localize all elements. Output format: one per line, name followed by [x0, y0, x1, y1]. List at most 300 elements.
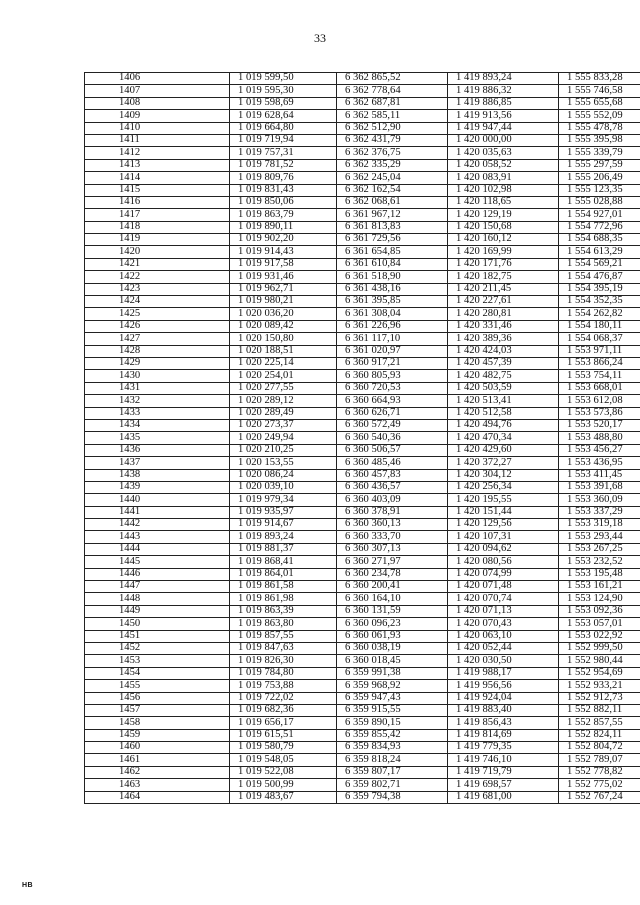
point-number-cell: 1423	[85, 283, 230, 295]
point-number-cell: 1411	[85, 134, 230, 146]
footer-mark: HB	[22, 882, 34, 889]
table-row	[85, 122, 640, 134]
coord-x2-cell: 1 420 211,45	[448, 283, 559, 295]
point-number-cell: 1425	[85, 308, 230, 320]
point-number-cell: 1422	[85, 271, 230, 283]
coord-x1-cell: 1 019 980,21	[230, 296, 337, 308]
coord-y1-cell: 6 359 968,92	[337, 680, 448, 692]
coord-y2-cell: 1 553 668,01	[559, 382, 640, 394]
point-number-cell: 1410	[85, 122, 230, 134]
coord-y2-cell: 1 552 933,21	[559, 680, 640, 692]
coord-x2-cell: 1 420 058,52	[448, 159, 559, 171]
coord-x2-cell: 1 419 893,24	[448, 73, 559, 85]
table-row	[85, 246, 640, 258]
coord-y2-cell: 1 553 161,21	[559, 581, 640, 593]
coord-x1-cell: 1 019 863,79	[230, 209, 337, 221]
table-row	[85, 754, 640, 766]
coord-y1-cell: 6 360 403,09	[337, 494, 448, 506]
coord-y1-cell: 6 360 018,45	[337, 655, 448, 667]
coord-y2-cell: 1 552 824,11	[559, 729, 640, 741]
point-number-cell: 1463	[85, 779, 230, 791]
coord-x2-cell: 1 420 070,74	[448, 593, 559, 605]
table-row	[85, 779, 640, 791]
point-number-cell: 1431	[85, 382, 230, 394]
coord-x2-cell: 1 420 107,31	[448, 531, 559, 543]
point-number-cell: 1454	[85, 667, 230, 679]
coord-y2-cell: 1 554 927,01	[559, 209, 640, 221]
table-row	[85, 271, 640, 283]
coord-x1-cell: 1 020 289,49	[230, 407, 337, 419]
coord-y2-cell: 1 553 411,45	[559, 469, 640, 481]
point-number-cell: 1407	[85, 85, 230, 97]
coord-y2-cell: 1 555 297,59	[559, 159, 640, 171]
coord-y2-cell: 1 552 857,55	[559, 717, 640, 729]
coord-x1-cell: 1 019 935,97	[230, 506, 337, 518]
coord-y1-cell: 6 362 068,61	[337, 196, 448, 208]
coord-x1-cell: 1 019 664,80	[230, 122, 337, 134]
coord-x1-cell: 1 019 598,69	[230, 97, 337, 109]
coord-y1-cell: 6 359 834,93	[337, 742, 448, 754]
coord-x1-cell: 1 020 039,10	[230, 481, 337, 493]
coord-y1-cell: 6 362 431,79	[337, 134, 448, 146]
coord-x2-cell: 1 420 227,61	[448, 296, 559, 308]
table-row	[85, 110, 640, 122]
coord-y1-cell: 6 360 131,59	[337, 605, 448, 617]
table-row	[85, 296, 640, 308]
table-row	[85, 618, 640, 630]
coord-y2-cell: 1 554 569,21	[559, 258, 640, 270]
coord-x2-cell: 1 419 924,04	[448, 692, 559, 704]
point-number-cell: 1414	[85, 172, 230, 184]
coord-x1-cell: 1 019 890,11	[230, 221, 337, 233]
coord-y1-cell: 6 360 360,13	[337, 519, 448, 531]
point-number-cell: 1460	[85, 742, 230, 754]
coord-y1-cell: 6 362 687,81	[337, 97, 448, 109]
coord-y1-cell: 6 361 117,10	[337, 333, 448, 345]
coord-x1-cell: 1 020 289,12	[230, 395, 337, 407]
coord-y2-cell: 1 555 028,88	[559, 196, 640, 208]
coord-x2-cell: 1 419 913,56	[448, 110, 559, 122]
coord-y2-cell: 1 553 360,09	[559, 494, 640, 506]
coord-x1-cell: 1 019 781,52	[230, 159, 337, 171]
table-row	[85, 172, 640, 184]
point-number-cell: 1441	[85, 506, 230, 518]
coord-x1-cell: 1 019 580,79	[230, 742, 337, 754]
coord-x1-cell: 1 020 036,20	[230, 308, 337, 320]
table-row	[85, 605, 640, 617]
coord-x1-cell: 1 020 277,55	[230, 382, 337, 394]
table-row	[85, 766, 640, 778]
table-row	[85, 320, 640, 332]
coord-x2-cell: 1 420 063,10	[448, 630, 559, 642]
coord-x2-cell: 1 420 494,76	[448, 419, 559, 431]
coord-x1-cell: 1 019 893,24	[230, 531, 337, 543]
table-row	[85, 704, 640, 716]
table-row	[85, 506, 640, 518]
table-row	[85, 481, 640, 493]
coord-x1-cell: 1 019 682,36	[230, 704, 337, 716]
coord-y1-cell: 6 360 061,93	[337, 630, 448, 642]
coord-y1-cell: 6 359 855,42	[337, 729, 448, 741]
coord-y2-cell: 1 555 478,78	[559, 122, 640, 134]
coord-x1-cell: 1 019 917,58	[230, 258, 337, 270]
point-number-cell: 1428	[85, 345, 230, 357]
coord-y2-cell: 1 555 206,49	[559, 172, 640, 184]
table-row	[85, 134, 640, 146]
point-number-cell: 1442	[85, 519, 230, 531]
coord-y1-cell: 6 360 333,70	[337, 531, 448, 543]
coord-y1-cell: 6 362 585,11	[337, 110, 448, 122]
coord-y1-cell: 6 360 540,36	[337, 432, 448, 444]
coordinates-table-body	[85, 73, 640, 804]
coord-x2-cell: 1 419 883,40	[448, 704, 559, 716]
point-number-cell: 1427	[85, 333, 230, 345]
coord-x1-cell: 1 020 086,24	[230, 469, 337, 481]
point-number-cell: 1419	[85, 234, 230, 246]
table-row	[85, 531, 640, 543]
table-row	[85, 457, 640, 469]
coord-x2-cell: 1 420 083,91	[448, 172, 559, 184]
coord-y2-cell: 1 554 352,35	[559, 296, 640, 308]
point-number-cell: 1450	[85, 618, 230, 630]
coord-y2-cell: 1 552 775,02	[559, 779, 640, 791]
coord-y2-cell: 1 553 866,24	[559, 357, 640, 369]
point-number-cell: 1456	[85, 692, 230, 704]
coord-x1-cell: 1 019 784,80	[230, 667, 337, 679]
table-row	[85, 283, 640, 295]
coord-x2-cell: 1 420 429,60	[448, 444, 559, 456]
coord-x2-cell: 1 420 118,65	[448, 196, 559, 208]
point-number-cell: 1406	[85, 73, 230, 85]
coord-y2-cell: 1 554 613,29	[559, 246, 640, 258]
table-row	[85, 159, 640, 171]
coord-x1-cell: 1 019 861,58	[230, 581, 337, 593]
coord-y1-cell: 6 359 915,55	[337, 704, 448, 716]
coord-x1-cell: 1 019 522,08	[230, 766, 337, 778]
coord-y1-cell: 6 360 436,57	[337, 481, 448, 493]
coord-x1-cell: 1 019 483,67	[230, 791, 337, 803]
coord-y2-cell: 1 554 180,11	[559, 320, 640, 332]
coord-y2-cell: 1 553 319,18	[559, 519, 640, 531]
point-number-cell: 1452	[85, 642, 230, 654]
coord-x1-cell: 1 019 831,43	[230, 184, 337, 196]
coord-x1-cell: 1 019 864,01	[230, 568, 337, 580]
coord-x2-cell: 1 420 071,13	[448, 605, 559, 617]
coord-x1-cell: 1 019 757,31	[230, 147, 337, 159]
point-number-cell: 1457	[85, 704, 230, 716]
point-number-cell: 1408	[85, 97, 230, 109]
coord-x1-cell: 1 019 868,41	[230, 556, 337, 568]
coord-x1-cell: 1 020 150,80	[230, 333, 337, 345]
coord-y2-cell: 1 554 068,37	[559, 333, 640, 345]
point-number-cell: 1458	[85, 717, 230, 729]
coord-y1-cell: 6 359 807,17	[337, 766, 448, 778]
coord-y1-cell: 6 359 802,71	[337, 779, 448, 791]
coord-x1-cell: 1 019 595,30	[230, 85, 337, 97]
coord-y1-cell: 6 361 226,96	[337, 320, 448, 332]
coord-y2-cell: 1 552 767,24	[559, 791, 640, 803]
coord-y1-cell: 6 359 947,43	[337, 692, 448, 704]
coord-x2-cell: 1 420 160,12	[448, 234, 559, 246]
coord-y2-cell: 1 555 123,35	[559, 184, 640, 196]
table-row	[85, 333, 640, 345]
coord-x2-cell: 1 419 947,44	[448, 122, 559, 134]
coord-x1-cell: 1 019 979,34	[230, 494, 337, 506]
coord-y2-cell: 1 553 057,01	[559, 618, 640, 630]
coord-y2-cell: 1 553 488,80	[559, 432, 640, 444]
coord-x1-cell: 1 019 500,99	[230, 779, 337, 791]
coord-x2-cell: 1 420 195,55	[448, 494, 559, 506]
coord-y1-cell: 6 361 729,56	[337, 234, 448, 246]
coord-x1-cell: 1 019 656,17	[230, 717, 337, 729]
coord-x1-cell: 1 020 273,37	[230, 419, 337, 431]
table-row	[85, 593, 640, 605]
coord-y1-cell: 6 362 335,29	[337, 159, 448, 171]
point-number-cell: 1440	[85, 494, 230, 506]
coord-y1-cell: 6 360 572,49	[337, 419, 448, 431]
coord-y1-cell: 6 361 967,12	[337, 209, 448, 221]
coord-y2-cell: 1 555 395,98	[559, 134, 640, 146]
coord-y2-cell: 1 552 999,50	[559, 642, 640, 654]
coord-x1-cell: 1 019 628,64	[230, 110, 337, 122]
point-number-cell: 1435	[85, 432, 230, 444]
table-row	[85, 184, 640, 196]
table-row	[85, 667, 640, 679]
coord-x1-cell: 1 019 548,05	[230, 754, 337, 766]
point-number-cell: 1459	[85, 729, 230, 741]
coord-y2-cell: 1 552 954,69	[559, 667, 640, 679]
coord-y2-cell: 1 555 339,79	[559, 147, 640, 159]
coord-x2-cell: 1 419 886,32	[448, 85, 559, 97]
page-number: 33	[314, 31, 326, 45]
coord-x1-cell: 1 020 254,01	[230, 370, 337, 382]
coord-y1-cell: 6 360 378,91	[337, 506, 448, 518]
coord-y1-cell: 6 360 038,19	[337, 642, 448, 654]
coord-y1-cell: 6 360 457,83	[337, 469, 448, 481]
coord-y2-cell: 1 552 789,07	[559, 754, 640, 766]
coord-y1-cell: 6 362 162,54	[337, 184, 448, 196]
coord-y1-cell: 6 362 245,04	[337, 172, 448, 184]
point-number-cell: 1447	[85, 581, 230, 593]
coord-x1-cell: 1 019 857,55	[230, 630, 337, 642]
coord-x1-cell: 1 019 861,98	[230, 593, 337, 605]
coord-x2-cell: 1 420 482,75	[448, 370, 559, 382]
coord-x2-cell: 1 419 698,57	[448, 779, 559, 791]
point-number-cell: 1412	[85, 147, 230, 159]
coordinates-table-container	[84, 72, 623, 804]
table-row	[85, 196, 640, 208]
point-number-cell: 1439	[85, 481, 230, 493]
point-number-cell: 1418	[85, 221, 230, 233]
coord-x2-cell: 1 420 102,98	[448, 184, 559, 196]
point-number-cell: 1455	[85, 680, 230, 692]
coord-x1-cell: 1 019 826,30	[230, 655, 337, 667]
table-row	[85, 494, 640, 506]
coord-y1-cell: 6 360 164,10	[337, 593, 448, 605]
coord-y2-cell: 1 555 655,68	[559, 97, 640, 109]
coord-y2-cell: 1 553 612,08	[559, 395, 640, 407]
coord-x1-cell: 1 020 249,94	[230, 432, 337, 444]
point-number-cell: 1446	[85, 568, 230, 580]
coord-x2-cell: 1 420 171,76	[448, 258, 559, 270]
coord-y1-cell: 6 362 376,75	[337, 147, 448, 159]
coord-x2-cell: 1 419 746,10	[448, 754, 559, 766]
coord-y1-cell: 6 359 794,38	[337, 791, 448, 803]
coord-y1-cell: 6 362 512,90	[337, 122, 448, 134]
point-number-cell: 1429	[85, 357, 230, 369]
table-row	[85, 655, 640, 667]
point-number-cell: 1421	[85, 258, 230, 270]
coord-y1-cell: 6 360 200,41	[337, 581, 448, 593]
table-row	[85, 568, 640, 580]
coord-y1-cell: 6 360 664,93	[337, 395, 448, 407]
coord-y2-cell: 1 552 882,11	[559, 704, 640, 716]
coord-x2-cell: 1 419 681,00	[448, 791, 559, 803]
coord-x1-cell: 1 020 210,25	[230, 444, 337, 456]
table-row	[85, 791, 640, 803]
point-number-cell: 1424	[85, 296, 230, 308]
coord-y2-cell: 1 553 391,68	[559, 481, 640, 493]
table-row	[85, 419, 640, 431]
table-row	[85, 209, 640, 221]
table-row	[85, 556, 640, 568]
table-row	[85, 382, 640, 394]
table-row	[85, 85, 640, 97]
coord-x2-cell: 1 420 182,75	[448, 271, 559, 283]
coord-x2-cell: 1 420 470,34	[448, 432, 559, 444]
coord-y1-cell: 6 360 485,46	[337, 457, 448, 469]
table-row	[85, 407, 640, 419]
coord-y2-cell: 1 553 267,25	[559, 543, 640, 555]
coord-y2-cell: 1 555 746,58	[559, 85, 640, 97]
table-row	[85, 357, 640, 369]
coord-y1-cell: 6 360 271,97	[337, 556, 448, 568]
coord-x1-cell: 1 019 863,80	[230, 618, 337, 630]
coord-x2-cell: 1 420 035,63	[448, 147, 559, 159]
table-row	[85, 345, 640, 357]
table-row	[85, 581, 640, 593]
point-number-cell: 1426	[85, 320, 230, 332]
table-row	[85, 73, 640, 85]
point-number-cell: 1409	[85, 110, 230, 122]
coord-y1-cell: 6 361 020,97	[337, 345, 448, 357]
point-number-cell: 1438	[85, 469, 230, 481]
coord-y2-cell: 1 553 456,27	[559, 444, 640, 456]
table-row	[85, 742, 640, 754]
coord-y2-cell: 1 552 980,44	[559, 655, 640, 667]
coord-y1-cell: 6 360 720,53	[337, 382, 448, 394]
coord-x2-cell: 1 419 956,56	[448, 680, 559, 692]
table-row	[85, 692, 640, 704]
coord-x1-cell: 1 019 914,43	[230, 246, 337, 258]
point-number-cell: 1420	[85, 246, 230, 258]
coord-y2-cell: 1 554 262,82	[559, 308, 640, 320]
point-number-cell: 1430	[85, 370, 230, 382]
coord-x2-cell: 1 420 513,41	[448, 395, 559, 407]
coord-y2-cell: 1 553 022,92	[559, 630, 640, 642]
point-number-cell: 1417	[85, 209, 230, 221]
coord-x1-cell: 1 019 809,76	[230, 172, 337, 184]
point-number-cell: 1416	[85, 196, 230, 208]
point-number-cell: 1464	[85, 791, 230, 803]
table-row	[85, 519, 640, 531]
coord-x2-cell: 1 420 071,48	[448, 581, 559, 593]
coord-x2-cell: 1 420 512,58	[448, 407, 559, 419]
coord-y2-cell: 1 553 195,48	[559, 568, 640, 580]
coord-x2-cell: 1 420 372,27	[448, 457, 559, 469]
coord-y1-cell: 6 361 518,90	[337, 271, 448, 283]
coord-y1-cell: 6 360 805,93	[337, 370, 448, 382]
point-number-cell: 1432	[85, 395, 230, 407]
coord-x2-cell: 1 420 074,99	[448, 568, 559, 580]
table-row	[85, 258, 640, 270]
coord-y1-cell: 6 360 506,57	[337, 444, 448, 456]
coord-x1-cell: 1 019 719,94	[230, 134, 337, 146]
coord-x1-cell: 1 019 847,63	[230, 642, 337, 654]
coord-y2-cell: 1 553 293,44	[559, 531, 640, 543]
point-number-cell: 1444	[85, 543, 230, 555]
table-row	[85, 308, 640, 320]
coord-x2-cell: 1 420 000,00	[448, 134, 559, 146]
coord-x2-cell: 1 419 886,85	[448, 97, 559, 109]
coord-x1-cell: 1 019 599,50	[230, 73, 337, 85]
coord-x1-cell: 1 019 850,06	[230, 196, 337, 208]
point-number-cell: 1434	[85, 419, 230, 431]
coord-x2-cell: 1 420 129,19	[448, 209, 559, 221]
table-row	[85, 729, 640, 741]
point-number-cell: 1451	[85, 630, 230, 642]
point-number-cell: 1445	[85, 556, 230, 568]
coord-y2-cell: 1 554 476,87	[559, 271, 640, 283]
point-number-cell: 1462	[85, 766, 230, 778]
coord-x2-cell: 1 420 150,68	[448, 221, 559, 233]
coord-x2-cell: 1 419 779,35	[448, 742, 559, 754]
coord-x1-cell: 1 019 753,88	[230, 680, 337, 692]
coord-y1-cell: 6 361 813,83	[337, 221, 448, 233]
coordinates-table	[84, 72, 640, 804]
coord-y1-cell: 6 360 626,71	[337, 407, 448, 419]
coord-x2-cell: 1 420 331,46	[448, 320, 559, 332]
coord-x2-cell: 1 420 389,36	[448, 333, 559, 345]
coord-y2-cell: 1 552 912,73	[559, 692, 640, 704]
coord-y2-cell: 1 554 772,96	[559, 221, 640, 233]
coord-x2-cell: 1 420 457,39	[448, 357, 559, 369]
coord-x1-cell: 1 019 615,51	[230, 729, 337, 741]
coord-x2-cell: 1 419 856,43	[448, 717, 559, 729]
coord-x1-cell: 1 019 962,71	[230, 283, 337, 295]
coord-y2-cell: 1 553 232,52	[559, 556, 640, 568]
coord-x1-cell: 1 019 902,20	[230, 234, 337, 246]
point-number-cell: 1443	[85, 531, 230, 543]
coord-y1-cell: 6 360 234,78	[337, 568, 448, 580]
table-row	[85, 97, 640, 109]
point-number-cell: 1461	[85, 754, 230, 766]
table-row	[85, 680, 640, 692]
coord-y2-cell: 1 552 778,82	[559, 766, 640, 778]
coord-x1-cell: 1 020 153,55	[230, 457, 337, 469]
coord-x2-cell: 1 419 719,79	[448, 766, 559, 778]
coord-x1-cell: 1 019 722,02	[230, 692, 337, 704]
coord-y1-cell: 6 361 654,85	[337, 246, 448, 258]
coord-y1-cell: 6 360 307,13	[337, 543, 448, 555]
coord-y2-cell: 1 553 520,17	[559, 419, 640, 431]
coord-x2-cell: 1 420 503,59	[448, 382, 559, 394]
table-row	[85, 630, 640, 642]
coord-y2-cell: 1 554 688,35	[559, 234, 640, 246]
coord-y1-cell: 6 360 917,21	[337, 357, 448, 369]
table-row	[85, 543, 640, 555]
coord-y2-cell: 1 553 971,11	[559, 345, 640, 357]
